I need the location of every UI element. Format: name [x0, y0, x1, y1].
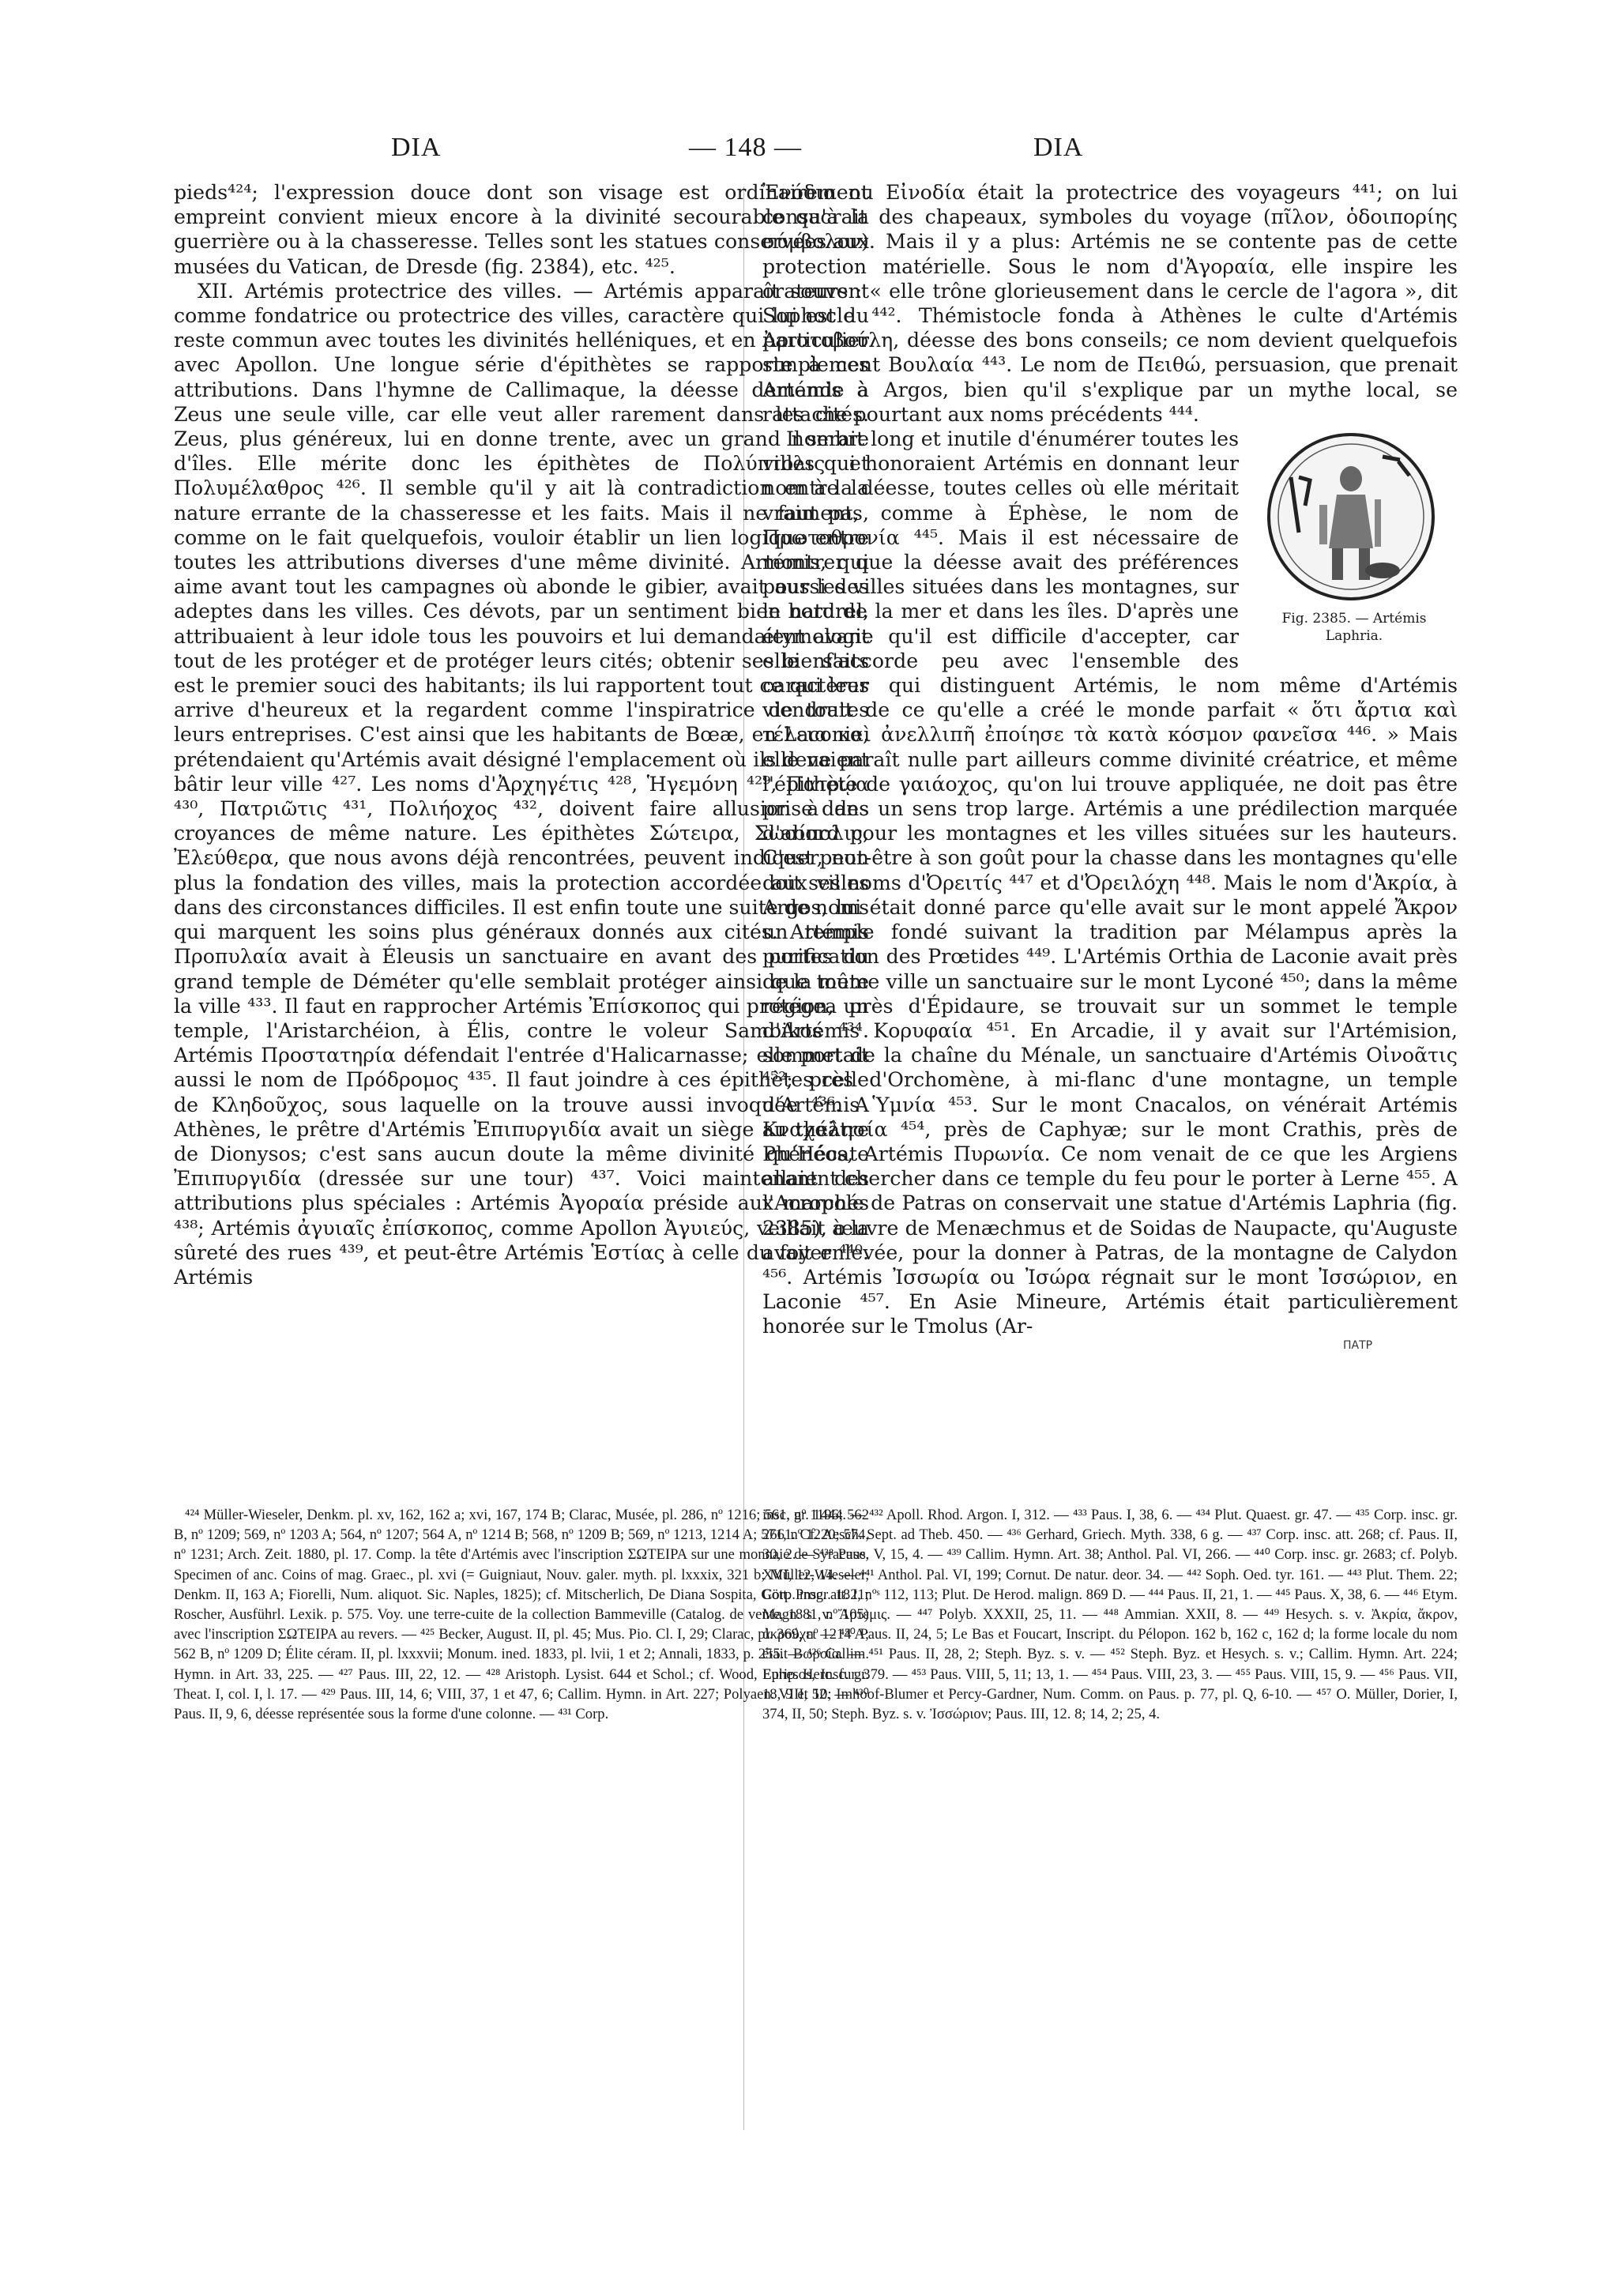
right-column [762, 180, 1458, 1339]
paragraph: Ἐνόδια ou Εἰνοδία était la protectrice des voyageurs ⁴⁴¹; on lui consacrait des chapeaux, symboles du voyage (πῖλον, ὁδοιπορίης σύμβολον). Mais il y a plus: Artémis ne se contente pas de cette protection matérielle. Sous le nom d'Ἀγοραία, elle inspire les orateurs : « elle trône glorieusement dans le cercle de l'agora », dit Sophocle ⁴⁴². Thémistocle fonda à Athènes le culte d'Artémis Ἀριστοβούλη, déesse des bons conseils; ce nom devient quelquefois simplement Βουλαία ⁴⁴³. Le nom de Πειθώ, persuasion, que prenait Artémis à Argos, bien qu'il s'explique par un mythe local, se rattache pourtant aux noms précédents ⁴⁴⁴. [762, 181, 1458, 426]
paragraph: XII. Artémis protectrice des villes. — Artémis apparaît souvent comme fondatrice ou protectrice des villes, caractère qui lui est du reste commun avec toutes les divinités helléniques, et en particulier avec Apollon. Une longue série d'épithètes se rapporte à ces attributions. Dans l'hymne de Callimaque, la déesse demande à Zeus une seule ville, car elle veut aller rarement dans les cités. Zeus, plus généreux, lui en donne trente, avec un grand nombre d'îles. Elle mérite donc les épithètes de Πολύπτολις et Πολυμέλαθρος ⁴²⁶. Il semble qu'il y ait là contradiction entre la nature errante de la chasseresse et les faits. Mais il ne faut pas, comme on le fait quelquefois, vouloir établir un lien logique entre toutes les attributions diverses d'une même divinité. Artémis, qui aime avant tout les campagnes où abonde le gibier, avait aussi des adeptes dans les villes. Ces dévots, par un sentiment bien naturel, attribuaient à leur idole tous les pouvoirs et lui demandaient avant tout de les protéger et de protéger leurs cités; obtenir ses bienfaits est le premier souci des habitants; ils lui rapportent tout ce qui leur arrive d'heureux et la regardent comme l'inspiratrice de toutes leurs entreprises. C'est ainsi que les habitants de Bœæ, en Laconie, prétendaient qu'Artémis avait désigné l'emplacement où ils devaient bâtir leur ville ⁴²⁷. Les noms d'Ἀρχηγέτις ⁴²⁸, Ἡγεμόνη ⁴²⁹, Πατρῴα ⁴³⁰, Πατριῶτις ⁴³¹, Πολιήοχος ⁴³², doivent faire allusion à des croyances de même nature. Les épithètes Σώτειρα, Σωσίπολις, Ἐλεύθερα, que nous avons déjà rencontrées, peuvent indiquer, non plus la fondation des villes, mais la protection accordée aux villes dans des circonstances difficiles. Il est enfin toute une suite de noms qui marquent les soins plus généraux donnés aux cités. Artémis Προπυλαία avait à Éleusis un sanctuaire en avant des portes du grand temple de Déméter qu'elle semblait protéger ainsi que toute la ville ⁴³³. Il faut en rapprocher Artémis Ἐπίσκοπος qui protégea un temple, l'Aristarchéion, à Élis, contre le voleur Sambikos ⁴³⁴. Artémis Προστατηρία défendait l'entrée d'Halicarnasse; elle portait aussi le nom de Πρόδρομος ⁴³⁵. Il faut joindre à ces épithètes celle de Κληδοῦχος, sous laquelle on la trouve aussi invoquée ⁴³⁶. A Athènes, le prêtre d'Artémis Ἐπιπυργιδία avait un siège au théâtre de Dionysos; c'est sans aucun doute la même divinité qu'Hécate Ἐπιπυργιδία (dressée sur une tour) ⁴³⁷. Voici maintenant des attributions plus spéciales : Artémis Ἀγοραία préside aux marchés ⁴³⁸; Artémis ἀγυιαῖς ἐπίσκοπος, comme Apollon Ἀγυιεύς, veillait à la sûreté des rues ⁴³⁹, et peut-être Artémis Ἑστίας à celle du foyer ⁴⁴⁰. Artémis [174, 279, 869, 1289]
figure-2385 [1248, 430, 1458, 667]
running-head-left: DIA [391, 133, 442, 162]
footnotes-right [762, 1505, 1458, 1724]
paragraph: Il serait long et inutile d'énumérer toutes les villes qui honoraient Artémis en donnant leur nom à la déesse, toutes celles où elle méritait vraiment, comme à Éphèse, le nom de Πρωτοθρονία ⁴⁴⁵. Mais il est nécessaire de montrer que la déesse avait des préférences pour les villes situées dans les montagnes, sur le bord de la mer et dans les îles. D'après une étymologie qu'il est difficile d'accepter, car elle s'accorde peu avec l'ensemble des caractères qui distinguent Artémis, le nom même d'Artémis viendrait de ce qu'elle a créé le monde parfait « ὅτι ἄρτια καὶ τέλεια καὶ ἀνελλιπῆ ἐποίησε τὰ κατὰ κόσμον φανεῖσα ⁴⁴⁶. » Mais elle ne paraît nulle part ailleurs comme divinité créatrice, et même l'épithète de γαιάοχος, qu'on lui trouve appliquée, ne doit pas être prise dans un sens trop large. Artémis a une prédilection marquée d'abord pour les montagnes et les villes situées sur les hauteurs. C'est peut-être à son goût pour la chasse dans les montagnes qu'elle doit ses noms d'Ὀρειτίς ⁴⁴⁷ et d'Ὀρειλόχη ⁴⁴⁸. Mais le nom d'Ἀκρία, à Argos, lui était donné parce qu'elle avait sur le mont appelé Ἄκρον un temple fondé suivant la tradition par Mélampus après la purification des Prœtides ⁴⁴⁹. L'Artémis Orthia de Laconie avait près de la même ville un sanctuaire sur le mont Lyconé ⁴⁵⁰; dans la même région, près d'Épidaure, se trouvait sur un sommet le temple d'Artémis Κορυφαία ⁴⁵¹. En Arcadie, il y avait sur l'Artémision, sommet de la chaîne du Ménale, un sanctuaire d'Artémis Οἰνοᾶτις ⁴⁵²; près d'Orchomène, à mi-flanc d'une montagne, un temple d'Artémis Ὑμνία ⁴⁵³. Sur le mont Cnacalos, on vénérait Artémis Κναχαλησία ⁴⁵⁴, près de Caphyæ; sur le mont Crathis, près de Phénéos, Artémis Πυρωνία. Ce nom venait de ce que les Argiens allaient chercher dans ce temple du feu pour le porter à Lerne ⁴⁵⁵. A l'Acropole de Patras on conservait une statue d'Artémis Laphria (fig. 2385), œuvre de Menæchmus et de Soidas de Naupacte, qu'Auguste avait enlevée, pour la donner à Patras, de la montagne de Calydon ⁴⁵⁶. Artémis Ἰσσωρία ou Ἰσώρα régnait sur le mont Ἰσσώριον, en Laconie ⁴⁵⁷. En Asie Mineure, Artémis était particulièrement honorée sur le Tmolus (Ar- [762, 427, 1458, 1338]
footnote-block: ⁴²⁴ Müller-Wieseler, Denkm. pl. xv, 162, 162 a; xvi, 167, 174 B; Clarac, Musée, pl. 286, nº 1216; 561, nº 1196; 562 B, nº 1209; 569, nº 1203 A; 564, nº 1207; 564 A, nº 1214 B; 568, nº 1209 B; 569, nº 1213, 1214 A; 571, nº 1220; 574, nº 1231; Arch. Zeit. 1880, pl. 17. Comp. la tête d'Artémis avec l'inscription ΣΩΤΕΙΡΑ sur une monnaie de Syracuse, Specimen of anc. Coins of mag. Graec., pl. xvi (= Guigniaut, Nouv. galer. myth. pl. lxxxix, 321 b; Müller-Wieseler, Denkm. II, 163 A; Fiorelli, Num. aliquot. Sic. Naples, 1825); cf. Mitscherlich, De Diana Sospita, Gött. Progr. 1821; Roscher, Ausführl. Lexik. p. 575. Voy. une terre-cuite de la collection Bammeville (Catalog. de vente, 1881, nº 105) avec l'inscription ΣΩΤΕΙΡΑ au revers. — ⁴²⁵ Becker, August. II, pl. 45; Mus. Pio. Cl. I, 29; Clarac, pl. 369, nº 1214 A; 562 B, nº 1209 D; Élite céram. II, pl. lxxxvii; Monum. ined. 1833, pl. lvii, 1 et 2; Annali, 1833, p. 255. — ⁴²⁶ Callim. Hymn. in Art. 33, 225. — ⁴²⁷ Paus. III, 22, 12. — ⁴²⁸ Aristoph. Lysist. 644 et Schol.; cf. Wood, Ephesos, Insc. gr. Theat. I, col. I, l. 17. — ⁴²⁹ Paus. III, 14, 6; VIII, 37, 1 et 47, 6; Callim. Hymn. in Art. 227; Polyaen. VIII, 52. — ⁴³⁰ Paus. II, 9, 6, déesse représentée sous la forme d'une colonne. — ⁴³¹ Corp. [174, 1507, 869, 1723]
coin-illustration [1264, 430, 1438, 604]
figure-caption: Fig. 2385. — Artémis Laphria. [1281, 611, 1427, 645]
coin-legend: ΠΑΤΡ [1343, 1339, 1373, 1352]
footnote-block: insc. gr. 1444. — ⁴³² Apoll. Rhod. Argon. I, 312. — ⁴³³ Paus. I, 38, 6. — ⁴³⁴ Plut. Quaest. gr. 47. — ⁴³⁵ Corp. insc. gr. 2661. Cf. Aesch. Sept. ad Theb. 450. — ⁴³⁶ Gerhard, Griech. Myth. 338, 6 g. — ⁴³⁷ Corp. insc. att. 268; cf. Paus. II, 30, 2. — ⁴³⁸ Paus. V, 15, 4. — ⁴³⁹ Callim. Hymn. Art. 38; Anthol. Pal. VI, 266. — ⁴⁴⁰ Corp. insc. gr. 2683; cf. Polyb. XVI, 12, 14. — ⁴⁴¹ Anthol. Pal. VI, 199; Cornut. De natur. deor. 34. — ⁴⁴² Soph. Oed. tyr. 161. — ⁴⁴³ Plut. Them. 22; Corp. insc. att. I, nºˢ 112, 113; Plut. De Herod. malign. 869 D. — ⁴⁴⁴ Paus. II, 21, 1. — ⁴⁴⁵ Paus. X, 38, 6. — ⁴⁴⁶ Etym. Magn. s. v. Ἄρτεμις. — ⁴⁴⁷ Polyb. XXXII, 25, 11. — ⁴⁴⁸ Ammian. XXII, 8. — ⁴⁴⁹ Hesych. s. v. Ἀκρία, ἄκρον, ἀκρούχει — ⁴⁵⁰ Paus. II, 24, 5; Le Bas et Foucart, Inscript. du Pélopon. 162 b, 162 c, 162 d; la forme locale du nom était Βωρσία. — ⁴⁵¹ Paus. II, 28, 2; Steph. Byz. s. v. — ⁴⁵² Steph. Byz. et Hesych. s. v.; Callim. Hymn. Art. 224; Eurip. Herc. fur. 379. — ⁴⁵³ Paus. VIII, 5, 11; 13, 1. — ⁴⁵⁴ Paus. VIII, 23, 3. — ⁴⁵⁵ Paus. VIII, 15, 9. — ⁴⁵⁶ Paus. VII, 18, 9 et 10; Imhoof-Blumer et Percy-Gardner, Num. Comm. on Paus. p. 77, pl. Q, 6-10. — ⁴⁵⁷ O. Müller, Dorier, I, 374, II, 50; Steph. Byz. s. v. Ἰσσώριον; Paus. III, 12. 8; 14, 2; 25, 4. [762, 1507, 1458, 1723]
paragraph: pieds⁴²⁴; l'expression douce dont son visage est ordinairement empreint convient mieux encore à la divinité secourable qu'à la guerrière ou à la chasseresse. Telles sont les statues conservées aux musées du Vatican, de Dresde (fig. 2384), etc. ⁴²⁵. [174, 181, 869, 278]
running-head-right: DIA [1033, 133, 1084, 162]
page-number: — 148 — [689, 133, 802, 162]
